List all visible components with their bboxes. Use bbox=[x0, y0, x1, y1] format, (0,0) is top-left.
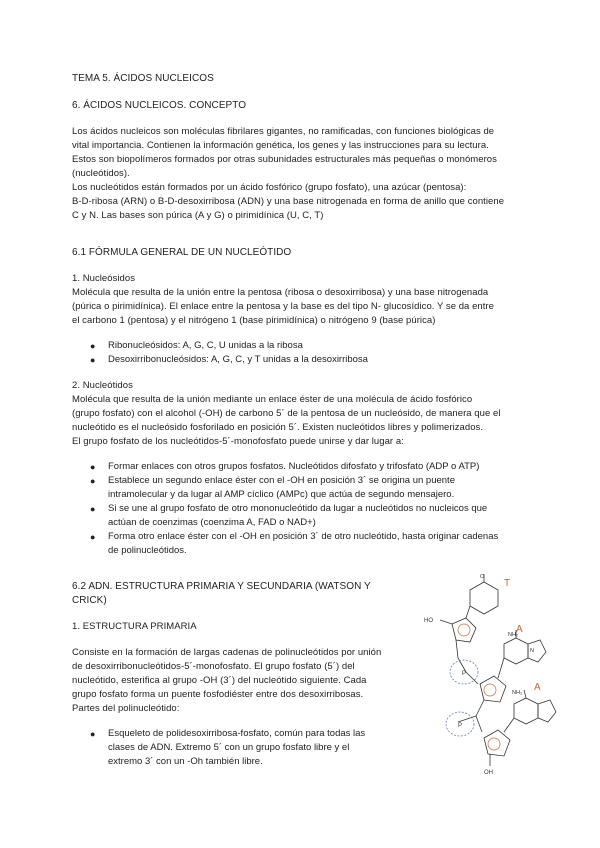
text-line: (nucleótidos). bbox=[72, 168, 130, 179]
adenine-ring bbox=[514, 698, 538, 724]
subheading-nucleotidos: 2. Nucleótidos bbox=[72, 380, 133, 391]
thymine-ring bbox=[470, 582, 498, 614]
polynucleotide-diagram bbox=[418, 572, 558, 777]
text-line: C y N. Las bases son púrica (A y G) o pirimidínica (U, C, T) bbox=[72, 210, 324, 221]
text-line: Los nucleótidos están formados por un ácido fosfórico (grupo fosfato), una azúcar (pentosa): bbox=[72, 182, 467, 193]
heading-section-6-1: 6.1 FÓRMULA GENERAL DE UN NUCLEÓTIDO bbox=[72, 247, 292, 258]
text-line: vital importancia. Contienen la información genética, los genes y las instrucciones para su lectura. bbox=[72, 140, 489, 151]
text-line: grupo fosfato forma un puente fosfodiéster entre dos desoxirribosas. bbox=[72, 689, 364, 700]
page-title: TEMA 5. ÁCIDOS NUCLEICOS bbox=[72, 73, 214, 84]
text-line: (grupo fosfato) con el alcohol (-OH) de carbono 5´ de la pentosa de un nucleósido, de manera que el bbox=[72, 408, 501, 419]
text-line: Partes del polinucleótido: bbox=[72, 703, 180, 714]
list-item: Ribonucleósidos: A, G, C, U unidas a la ribosa bbox=[108, 340, 303, 351]
list-item-continuation: extremo 3´ con un -Oh también libre. bbox=[108, 756, 263, 767]
base-label-t: T bbox=[504, 578, 511, 589]
text-line: Molécula que resulta de la unión entre la pentosa (ribosa o desoxirribosa) y una base nitrogenada bbox=[72, 287, 489, 298]
atom-label: OH bbox=[484, 770, 493, 776]
atom-label: HO bbox=[424, 618, 433, 624]
list-item: Forma otro enlace éster con el -OH en posición 3´ de otro nucleótido, hasta originar cadenas bbox=[108, 531, 499, 542]
text-line: Molécula que resulta de la unión mediante un enlace éster de una molécula de ácido fosfórico bbox=[72, 394, 473, 405]
adenine-ring bbox=[538, 700, 556, 722]
sugar-ring bbox=[452, 618, 476, 642]
text-line: nucleótido es el nucleósido fosforilado en posición 5´. Existen nucleótidos libres y polimerizados. bbox=[72, 422, 484, 433]
bullet-icon: ● bbox=[90, 355, 96, 365]
adenine-ring bbox=[504, 638, 528, 664]
atom-label: O bbox=[480, 574, 485, 580]
list-item: Desoxirribonucleósidos: A, G, C, y T unidas a la desoxirribosa bbox=[108, 354, 368, 365]
text-line: El grupo fosfato de los nucleótidos-5´-monofosfato puede unirse y dar lugar a: bbox=[72, 436, 404, 447]
list-item-continuation: de polinucleótidos. bbox=[108, 545, 187, 556]
carbon-highlight-circle bbox=[488, 738, 500, 750]
atom-label: NH₂ bbox=[512, 690, 523, 696]
text-line: de desoxirribonucleótidos-5´-monofosfato. El grupo fosfato (5´) del bbox=[72, 661, 355, 672]
atom-label: N bbox=[530, 648, 534, 654]
base-label-a: A bbox=[534, 682, 541, 693]
list-item-continuation: intramolecular y da lugar al AMP cíclico (AMPc) que actúa de segundo mensajero. bbox=[108, 489, 455, 500]
list-item: Esqueleto de polidesoxirribosa-fosfato, común para todas las bbox=[108, 728, 366, 739]
list-item: Formar enlaces con otros grupos fosfatos. Nucleótidos difosfato y trifosfato (ADP o ATP) bbox=[108, 461, 480, 472]
heading-section-6: 6. ÁCIDOS NUCLEICOS. CONCEPTO bbox=[72, 100, 247, 111]
atom-label: NH₂ bbox=[508, 632, 519, 638]
subheading-estructura-primaria: 1. ESTRUCTURA PRIMARIA bbox=[72, 621, 197, 632]
subheading-nucleosidos: 1. Nucleósidos bbox=[72, 273, 136, 284]
text-line: Los ácidos nucleicos son moléculas fibrilares gigantes, no ramificadas, con funciones biológicas de bbox=[72, 126, 495, 137]
list-item: Establece un segundo enlace éster con el -OH en posición 3´ se origina un puente bbox=[108, 475, 455, 486]
heading-section-6-2-cont: CRICK) bbox=[72, 595, 107, 606]
heading-section-6-2: 6.2 ADN. ESTRUCTURA PRIMARIA Y SECUNDARIA (WATSON Y bbox=[72, 581, 371, 592]
bullet-icon: ● bbox=[90, 729, 96, 739]
text-line: Estos son biopolímeros formados por otras subunidades estructurales más pequeñas o monómeros bbox=[72, 154, 497, 165]
list-item-continuation: clases de ADN. Extremo 5´ con un grupo fosfato libre y el bbox=[108, 742, 350, 753]
text-line: Consiste en la formación de largas cadenas de polinucleótidos por unión bbox=[72, 647, 382, 658]
base-label-a: A bbox=[516, 624, 523, 635]
bullet-icon: ● bbox=[90, 341, 96, 351]
text-line: B-D-ribosa (ARN) o B-D-desoxirribosa (ADN) y una base nitrogenada en forma de anillo que contiene bbox=[72, 196, 505, 207]
carbon-highlight-circle bbox=[458, 624, 470, 636]
bullet-icon: ● bbox=[90, 504, 96, 514]
text-line: (púrica o pirimidínica). El enlace entre la pentosa y la base es del tipo N- glucosídico. Y se da entre bbox=[72, 301, 494, 312]
bullet-icon: ● bbox=[90, 462, 96, 472]
list-item-continuation: actúan de coenzimas (coenzima A, FAD o NAD+) bbox=[108, 517, 316, 528]
text-line: el carbono 1 (pentosa) y el nitrógeno 1 (base pirimidínica) o nitrógeno 9 (base púrica) bbox=[72, 315, 436, 326]
bullet-icon: ● bbox=[90, 532, 96, 542]
bullet-icon: ● bbox=[90, 476, 96, 486]
atom-label: P bbox=[458, 723, 463, 729]
list-item: Si se une al grupo fosfato de otro mononucleótido da lugar a nucleótidos no nucleicos que bbox=[108, 503, 488, 514]
carbon-highlight-circle bbox=[484, 684, 496, 696]
atom-label: P bbox=[462, 671, 467, 677]
text-line: nucleótido, esterifica al grupo -OH (3´) del nucleótido siguiente. Cada bbox=[72, 675, 367, 686]
